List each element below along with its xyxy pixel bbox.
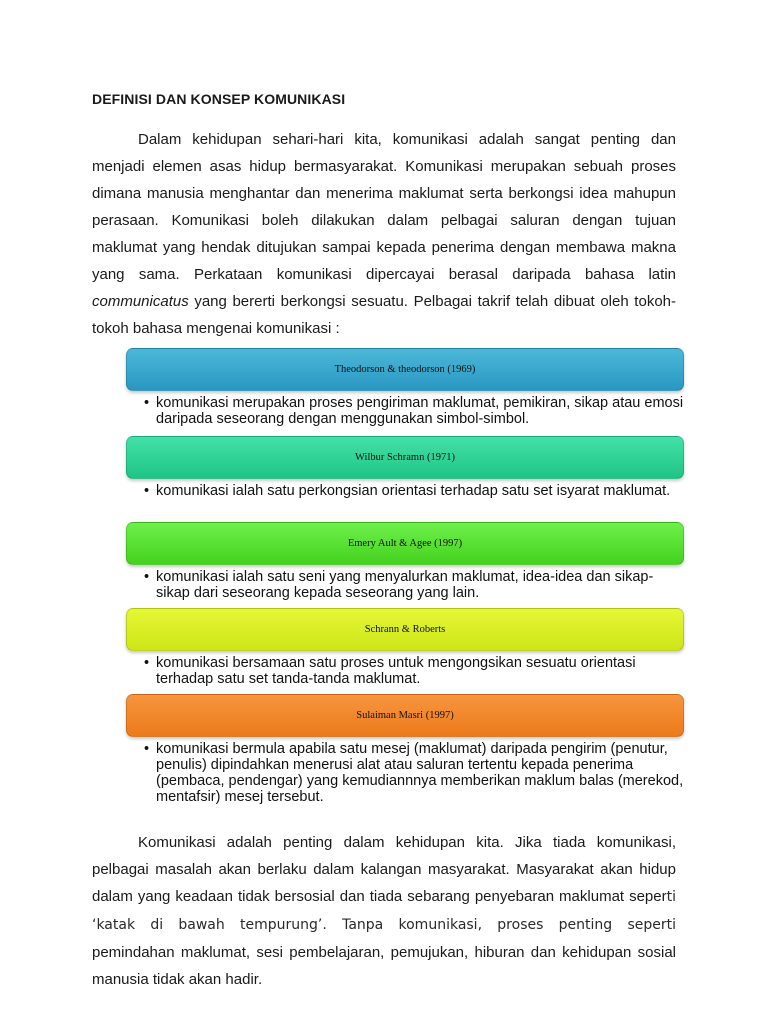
definition-item — [126, 694, 684, 805]
definition-description: komunikasi bersamaan satu proses untuk mengongsikan sesuatu orientasi terhadap satu set tanda-tanda maklumat. — [156, 655, 636, 687]
bullet-icon: • — [144, 655, 150, 671]
bullet-icon: • — [144, 741, 150, 757]
definition-author: Schrann & Roberts — [364, 624, 446, 635]
definitions-list — [126, 348, 684, 805]
definition-description: komunikasi ialah satu seni yang menyalurkan maklumat, idea-idea dan sikap-sikap dari seseorang kepada seseorang yang lain. — [156, 569, 654, 601]
definition-author: Theodorson & theodorson (1969) — [334, 364, 476, 375]
bullet-icon: • — [144, 569, 150, 585]
definition-text — [144, 395, 684, 428]
definition-text — [144, 741, 684, 805]
definition-author: Emery Ault & Agee (1997) — [347, 538, 463, 549]
definition-item — [126, 436, 684, 516]
definition-description: komunikasi ialah satu perkongsian orientasi terhadap satu set isyarat maklumat. — [156, 483, 671, 499]
closing-text-quote: ti ‘katak di bawah tempurung’. Tanpa komunikasi, proses penting seperti — [92, 889, 676, 933]
closing-paragraph — [92, 829, 676, 993]
closing-text-end: pemindahan maklumat, sesi pembelajaran, pemujukan, hiburan dan kehidupan sosial manusia tidak akan hadir. — [92, 944, 676, 988]
definition-author: Wilbur Schramn (1971) — [355, 452, 455, 463]
bullet-icon: • — [144, 483, 150, 499]
definition-card — [126, 522, 684, 565]
intro-paragraph — [92, 126, 676, 342]
definition-description: komunikasi merupakan proses pengiriman maklumat, pemikiran, sikap atau emosi daripada seseorang dengan menggunakan simbol-simbol. — [156, 395, 684, 427]
definition-card — [126, 608, 684, 651]
intro-text-end: yang bererti berkongsi sesuatu. Pelbagai takrif telah dibuat oleh tokoh-tokoh bahasa mengenai komunikasi : — [92, 293, 676, 337]
definition-author: Sulaiman Masri (1997) — [356, 710, 454, 721]
definition-card — [126, 436, 684, 479]
definition-item — [126, 522, 684, 602]
definition-card — [126, 694, 684, 737]
definition-text — [144, 483, 684, 516]
definition-card — [126, 348, 684, 391]
definition-item — [126, 608, 684, 688]
definition-item — [126, 348, 684, 428]
definition-text — [144, 569, 684, 602]
closing-text-start: Komunikasi adalah penting dalam kehidupan kita. Jika tiada komunikasi, pelbagai masalah akan berlaku dalam kalangan masyarakat. Masyarakat akan hidup dalam yang keadaan tidak bersosial dan tiada sebarang penyebaran maklumat seper — [92, 834, 676, 905]
bullet-icon: • — [144, 395, 150, 411]
page-heading: DEFINISI DAN KONSEP KOMUNIKASI — [92, 91, 346, 107]
intro-italic-term: communicatus — [92, 293, 189, 310]
definition-description: komunikasi bermula apabila satu mesej (maklumat) daripada pengirim (penutur, penulis) dipindahkan menerusi alat atau saluran tertentu kepada penerima (pembaca, pendengar) yang kemudiannnya memberikan maklum balas (merekod, mentafsir) mesej tersebut. — [156, 741, 684, 805]
definition-text — [144, 655, 684, 688]
intro-text-start: Dalam kehidupan sehari-hari kita, komunikasi adalah sangat penting dan menjadi elemen asas hidup bermasyarakat. Komunikasi merupakan sebuah proses dimana manusia menghantar dan menerima maklumat serta berkongsi idea mahupun perasaan. Komunikasi boleh dilakukan dalam pelbagai saluran dengan tujuan maklumat yang hendak ditujukan sampai kepada penerima dengan membawa makna yang sama. Perkataan komunikasi dipercayai berasal daripada bahasa latin — [92, 131, 676, 283]
